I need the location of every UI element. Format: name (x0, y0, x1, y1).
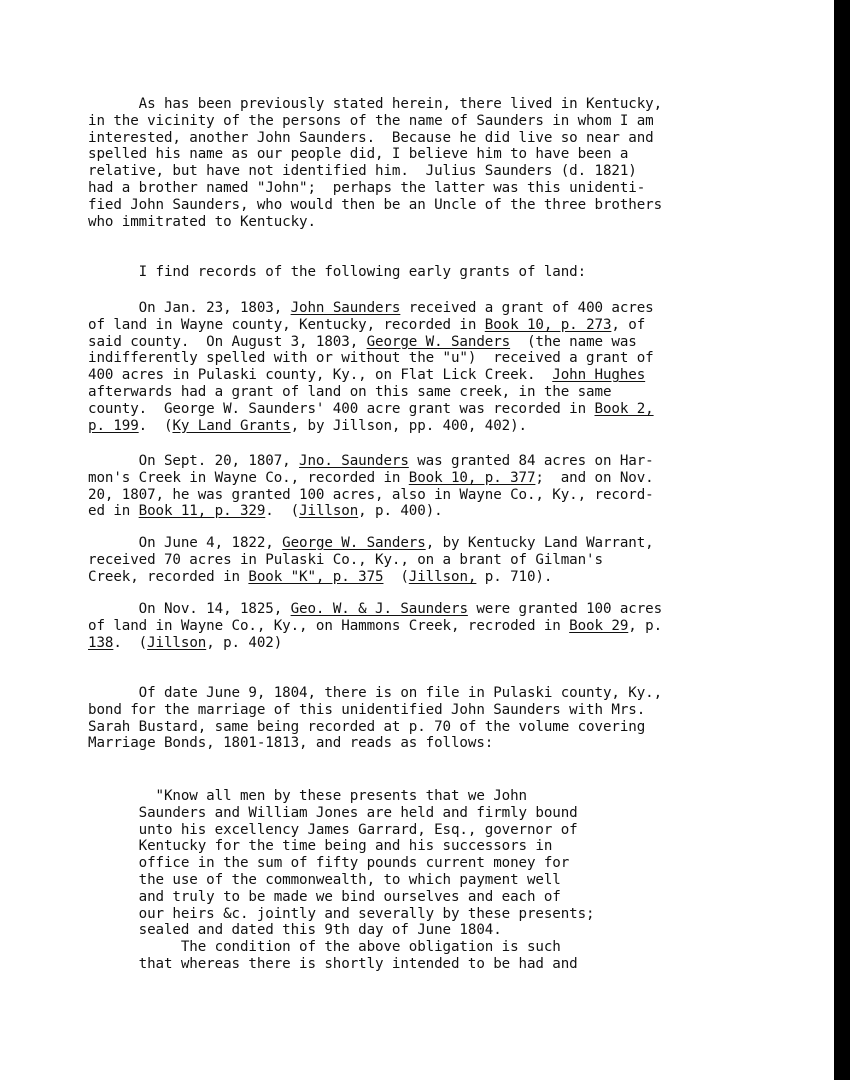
text-line (88, 805, 578, 821)
text-segment: sealed and dated this 9th day of June 1804. (88, 922, 502, 939)
text-segment: ; and on Nov. (535, 469, 654, 486)
text-line (88, 401, 654, 417)
text-segment: The condition of the above obligation is such (88, 939, 561, 956)
text-segment: ed in (88, 503, 139, 520)
text-segment: bond for the marriage of this unidentified John Saunders with Mrs. (88, 701, 646, 718)
text-line (88, 906, 595, 922)
text-line (88, 735, 493, 751)
text-segment: "Know all men by these presents that we John (88, 788, 527, 804)
underlined-reference: Book 2, (594, 400, 654, 417)
text-segment: On Sept. 20, 1807, (88, 453, 300, 469)
text-line (88, 180, 645, 196)
text-line (88, 418, 527, 434)
text-segment: indifferently spelled with or without the "u") received a grant of (88, 350, 654, 367)
underlined-reference: Book "K", p. 375 (248, 568, 384, 585)
text-line (88, 113, 654, 129)
text-segment: , p. (628, 617, 663, 634)
underlined-reference: Book 29 (569, 617, 629, 634)
text-segment: our heirs &c. jointly and severally by these presents; (88, 905, 595, 922)
text-segment: the use of the commonwealth, to which payment well (88, 872, 561, 888)
text-segment: afterwards had a grant of land on this same creek, in the same (88, 384, 612, 400)
text-line (88, 719, 645, 735)
text-segment: spelled his name as our people did, I believe him to have been a (88, 146, 629, 163)
text-segment: Sarah Bustard, same being recorded at p. 70 of the volume covering (88, 718, 646, 735)
text-segment: On Jan. 23, 1803, (88, 300, 291, 316)
text-segment: On Nov. 14, 1825, (88, 601, 291, 617)
underlined-reference: George W. Sanders (282, 535, 426, 551)
text-segment: , of (611, 316, 646, 333)
text-line (88, 197, 662, 213)
text-line (88, 214, 316, 230)
text-line (88, 317, 645, 333)
text-line (88, 470, 654, 486)
underlined-reference: Geo. W. & J. Saunders (290, 601, 468, 617)
text-segment: Marriage Bonds, 1801-1813, and reads as follows: (88, 735, 494, 752)
text-segment: interested, another John Saunders. Because he did live so near and (88, 129, 654, 146)
underlined-reference: John Saunders (290, 300, 401, 316)
text-line (88, 601, 662, 617)
text-line (88, 569, 552, 585)
text-line (88, 300, 654, 316)
underlined-reference: p. 199 (88, 417, 139, 434)
text-segment: of land in Wayne Co., Ky., on Hammons Creek, recroded in (88, 617, 570, 634)
underlined-reference: Jno. Saunders (299, 453, 409, 469)
text-segment: , p. 400). (358, 503, 443, 520)
text-segment: office in the sum of fifty pounds current money for (88, 855, 570, 872)
text-line (88, 788, 527, 804)
text-segment: said county. On August 3, 1803, (88, 333, 367, 350)
text-segment: (the name was (510, 333, 637, 350)
text-line (88, 635, 282, 651)
text-segment: had a brother named "John"; perhaps the latter was this unidenti- (88, 180, 646, 196)
text-line (88, 146, 628, 162)
text-segment: received 70 acres in Pulaski Co., Ky., on a brant of Gilman's (88, 551, 603, 568)
text-line (88, 535, 654, 551)
text-segment: , by Kentucky Land Warrant, (425, 535, 654, 551)
text-segment: . ( (265, 503, 300, 520)
underlined-reference: George W. Sanders (366, 333, 511, 350)
text-segment: and truly to be made we bind ourselves and each of (88, 888, 561, 905)
underlined-reference: Book 10, p. 377 (408, 469, 536, 486)
text-segment: , by Jillson, pp. 400, 402). (290, 417, 527, 434)
text-line (88, 163, 637, 179)
text-line (88, 618, 662, 634)
underlined-reference: Book 11, p. 329 (138, 503, 266, 520)
text-line (88, 453, 654, 469)
text-line (88, 552, 603, 568)
text-segment: Of date June 9, 1804, there is on file in Pulaski county, Ky., (88, 685, 663, 701)
text-segment: received a grant of 400 acres (400, 300, 654, 316)
text-line (88, 350, 654, 366)
text-segment: ( (383, 568, 409, 585)
text-line (88, 503, 443, 519)
text-line (88, 130, 654, 146)
underlined-reference: Jillson, (408, 568, 477, 585)
text-segment: . ( (138, 417, 173, 434)
text-line (88, 334, 637, 350)
underlined-reference: John Hughes (552, 367, 646, 384)
text-segment: As has been previously stated herein, there lived in Kentucky, (88, 96, 663, 112)
text-segment: of land in Wayne county, Kentucky, recorded in (88, 316, 485, 333)
text-line (88, 822, 578, 838)
text-segment: who immitrated to Kentucky. (88, 213, 316, 230)
text-line (88, 384, 611, 400)
text-segment: unto his excellency James Garrard, Esq., governor of (88, 821, 578, 838)
text-line (88, 872, 561, 888)
text-segment: , p. 402) (206, 634, 283, 651)
text-segment: fied John Saunders, who would then be an Uncle of the three brothers (88, 196, 663, 213)
text-line (88, 939, 561, 955)
text-segment: On June 4, 1822, (88, 535, 283, 551)
text-segment: were granted 100 acres (467, 601, 663, 617)
text-segment: relative, but have not identified him. Julius Saunders (d. 1821) (88, 163, 637, 180)
text-segment: that whereas there is shortly intended to be had and (88, 956, 578, 972)
text-segment: . ( (113, 634, 148, 651)
underlined-reference: Ky Land Grants (172, 417, 291, 434)
text-segment: Creek, recorded in (88, 568, 249, 585)
underlined-reference: Book 10, p. 273 (484, 316, 612, 333)
text-segment: mon's Creek in Wayne Co., recorded in (88, 469, 409, 486)
text-segment: 400 acres in Pulaski county, Ky., on Flat Lick Creek. (88, 367, 553, 384)
underlined-reference: Jillson (299, 503, 359, 520)
text-line (88, 96, 662, 112)
text-line (88, 956, 578, 972)
underlined-reference: Jillson (147, 634, 207, 651)
text-segment: was granted 84 acres on Har- (408, 453, 654, 469)
text-segment: I find records of the following early grants of land: (88, 264, 587, 280)
text-segment: in the vicinity of the persons of the name of Saunders in whom I am (88, 112, 654, 129)
text-segment: 20, 1807, he was granted 100 acres, also in Wayne Co., Ky., record- (88, 486, 654, 503)
text-segment: Saunders and William Jones are held and firmly bound (88, 804, 578, 821)
text-segment: Kentucky for the time being and his successors in (88, 838, 553, 855)
text-line (88, 889, 561, 905)
text-line (88, 487, 654, 503)
underlined-reference: 138 (88, 634, 114, 651)
text-line (88, 702, 645, 718)
text-line (88, 367, 645, 383)
text-segment: p. 710). (476, 568, 553, 585)
scan-edge (834, 0, 850, 1080)
text-line (88, 838, 552, 854)
text-line (88, 264, 586, 280)
text-segment: county. George W. Saunders' 400 acre grant was recorded in (88, 400, 595, 417)
text-line (88, 855, 569, 871)
text-line (88, 922, 502, 938)
text-line (88, 685, 662, 701)
